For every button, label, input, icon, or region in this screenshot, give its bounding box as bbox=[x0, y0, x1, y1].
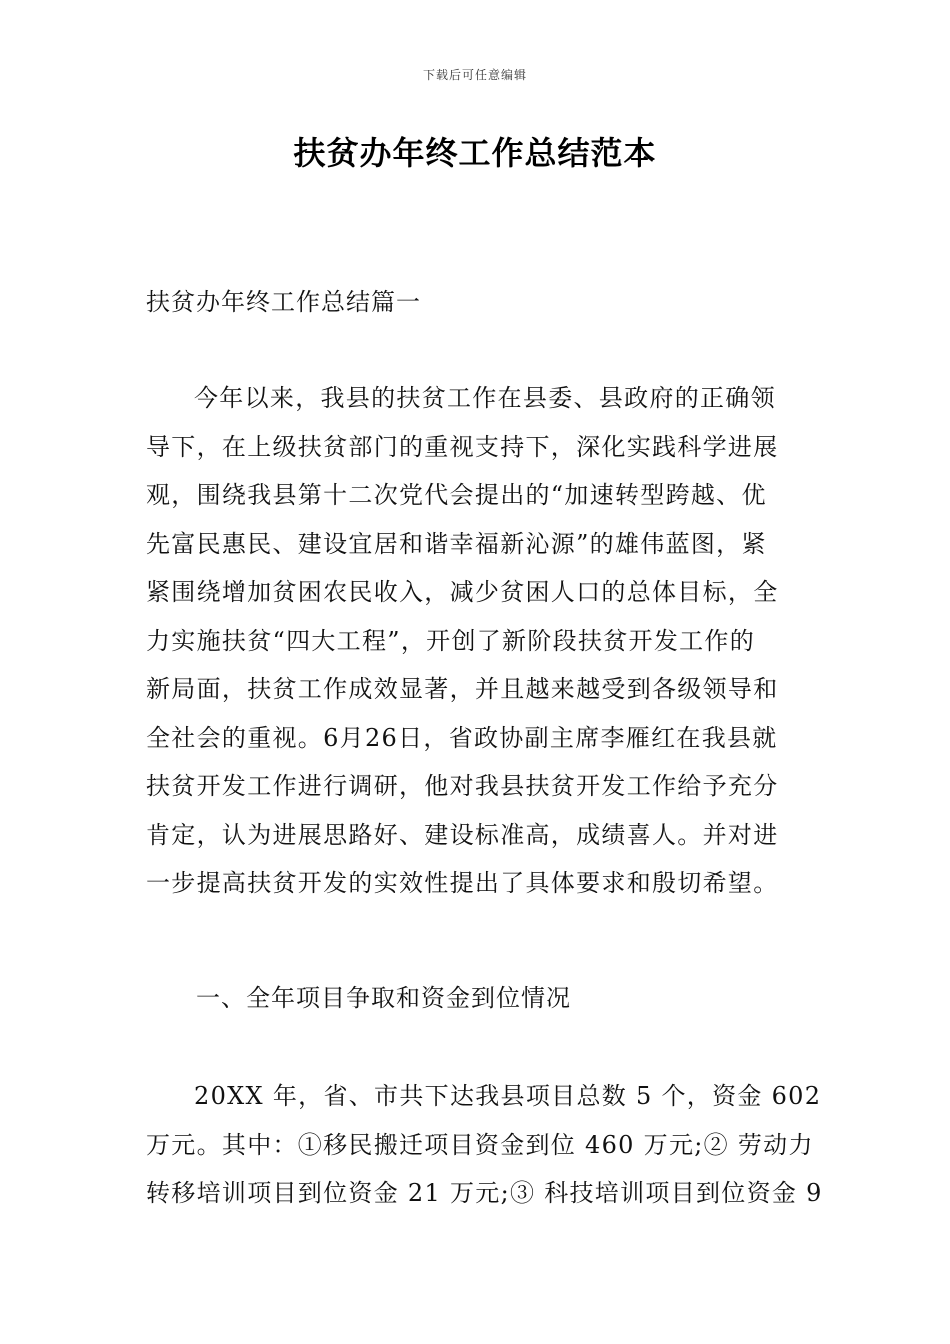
paragraph-line: 20XX 年，省、市共下达我县项目总数 5 个，资金 602 bbox=[194, 1082, 822, 1110]
paragraph-line: 观，围绕我县第十二次党代会提出的“加速转型跨越、优 bbox=[146, 481, 767, 509]
paragraph-line: 一步提高扶贫开发的实效性提出了具体要求和殷切希望。 bbox=[146, 869, 779, 897]
paragraph-1 bbox=[146, 374, 812, 908]
paragraph-line: 全社会的重视。6月26日，省政协副主席李雁红在我县就 bbox=[146, 723, 778, 752]
paragraph-line: 新局面，扶贫工作成效显著，并且越来越受到各级领导和 bbox=[146, 675, 779, 703]
paragraph-line: 扶贫开发工作进行调研，他对我县扶贫开发工作给予充分 bbox=[146, 772, 779, 800]
paragraph-line: 肯定，认为进展思路好、建设标准高，成绩喜人。并对进 bbox=[146, 820, 779, 849]
paragraph-line: 导下，在上级扶贫部门的重视支持下，深化实践科学进展 bbox=[146, 432, 779, 461]
item-heading: 一、全年项目争取和资金到位情况 bbox=[196, 984, 571, 1012]
header-note: 下载后可任意编辑 bbox=[422, 68, 527, 82]
paragraph-2 bbox=[146, 1072, 823, 1218]
paragraph-line: 先富民惠民、建设宜居和谐幸福新沁源”的雄伟蓝图，紧 bbox=[146, 529, 767, 558]
paragraph-line: 今年以来，我县的扶贫工作在县委、县政府的正确领 bbox=[194, 384, 776, 412]
paragraph-line: 力实施扶贫“四大工程”，开创了新阶段扶贫开发工作的 bbox=[146, 626, 756, 655]
paragraph-line: 紧围绕增加贫困农民收入，减少贫困人口的总体目标，全 bbox=[146, 578, 779, 606]
document-title: 扶贫办年终工作总结范本 bbox=[293, 134, 657, 172]
paragraph-line: 万元。其中：①移民搬迁项目资金到位 460 万元;② 劳动力 bbox=[146, 1130, 814, 1159]
paragraph-line: 转移培训项目到位资金 21 万元;③ 科技培训项目到位资金 9 bbox=[146, 1179, 823, 1207]
section-heading: 扶贫办年终工作总结篇一 bbox=[146, 288, 421, 316]
